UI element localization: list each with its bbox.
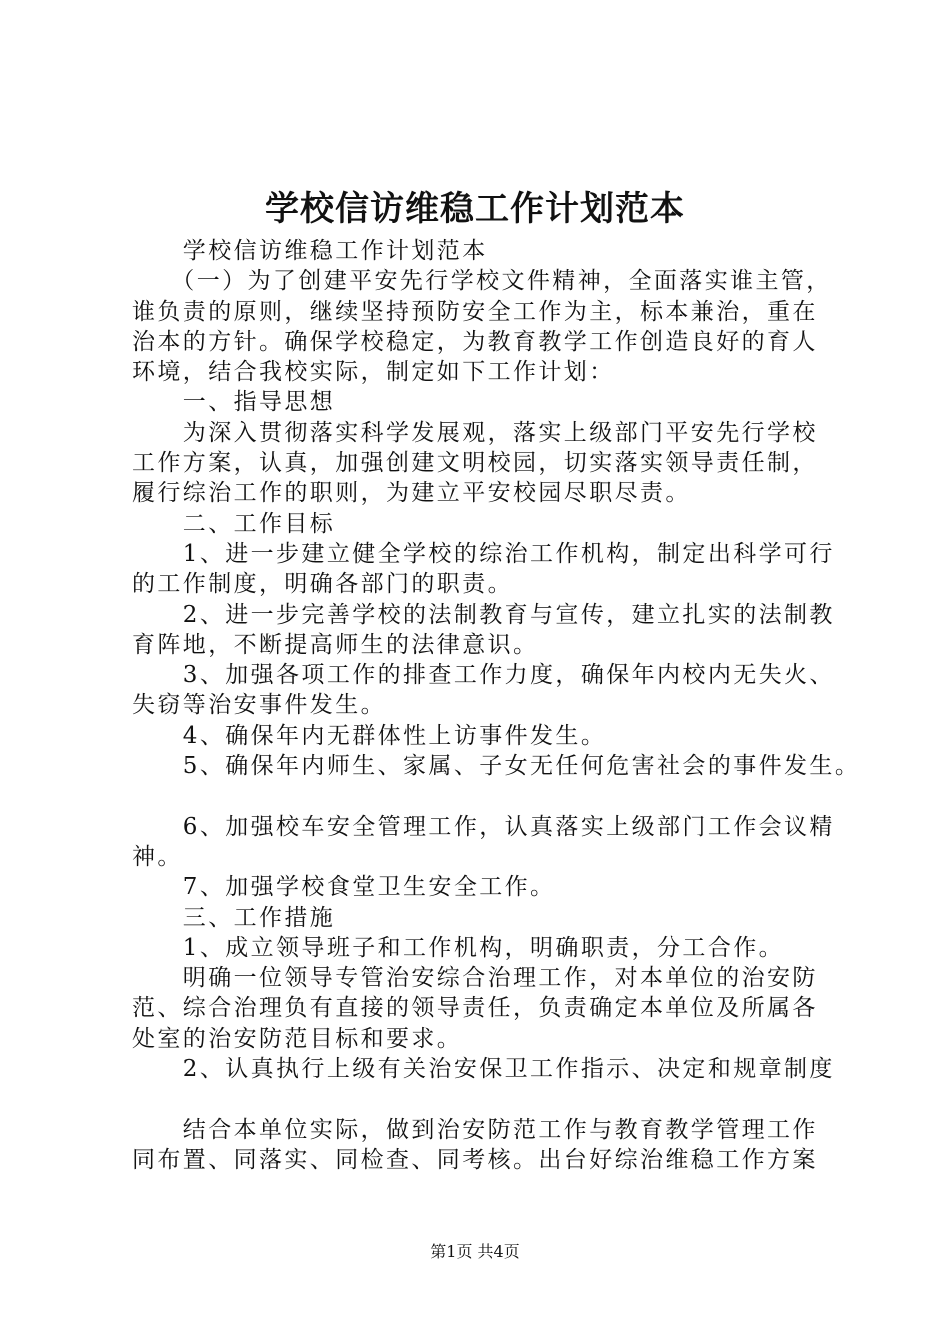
body-line: 1、进一步建立健全学校的综治工作机构，制定出科学可行 — [132, 540, 835, 567]
document-body — [132, 236, 861, 1175]
body-line: 工作方案，认真，加强创建文明校园，切实落实领导责任制， — [132, 450, 818, 477]
section-heading: 二、工作目标 — [132, 510, 336, 537]
body-line: 育阵地，不断提高师生的法律意识。 — [132, 631, 539, 658]
body-line: 失窃等治安事件发生。 — [132, 692, 386, 719]
body-line: 处室的治安防范目标和要求。 — [132, 1025, 463, 1052]
body-line: 的工作制度，明确各部门的职责。 — [132, 571, 513, 598]
body-line: 3、加强各项工作的排查工作力度，确保年内校内无失火、 — [132, 662, 835, 689]
body-line: 7、加强学校食堂卫生安全工作。 — [132, 874, 556, 901]
blank-line — [132, 1084, 852, 1114]
body-line: 2、认真执行上级有关治安保卫工作指示、决定和规章制度 — [132, 1056, 835, 1083]
body-line: 1、成立领导班子和工作机构，明确职责，分工合作。 — [132, 934, 785, 961]
body-line: 2、进一步完善学校的法制教育与宣传，建立扎实的法制教 — [132, 601, 835, 628]
page-number-footer: 第1页 共4页 — [430, 1242, 520, 1261]
document-title: 学校信访维稳工作计划范本 — [265, 189, 685, 229]
section-heading: 三、工作措施 — [132, 904, 336, 931]
body-line: 明确一位领导专管治安综合治理工作，对本单位的治安防 — [132, 965, 818, 992]
body-line: （一）为了创建平安先行学校文件精神，全面落实谁主管， — [132, 268, 832, 295]
blank-line — [132, 781, 852, 811]
body-line: 学校信访维稳工作计划范本 — [132, 238, 488, 264]
body-line: 履行综治工作的职则，为建立平安校园尽职尽责。 — [132, 480, 691, 507]
body-line: 结合本单位实际，做到治安防范工作与教育教学管理工作 — [132, 1116, 818, 1143]
body-line: 范、综合治理负有直接的领导责任，负责确定本单位及所属各 — [132, 995, 818, 1022]
body-line: 5、确保年内师生、家属、子女无任何危害社会的事件发生。 — [132, 753, 861, 780]
body-line: 环境，结合我校实际，制定如下工作计划： — [132, 359, 615, 386]
section-heading: 一、指导思想 — [132, 389, 336, 416]
body-line: 4、确保年内无群体性上访事件发生。 — [132, 722, 607, 749]
body-line: 6、加强校车安全管理工作，认真落实上级部门工作会议精 — [132, 813, 835, 840]
body-line: 治本的方针。确保学校稳定，为教育教学工作创造良好的育人 — [132, 328, 818, 355]
body-line: 神。 — [132, 843, 183, 870]
body-line: 同布置、同落实、同检查、同考核。出台好综治维稳工作方案 — [132, 1146, 818, 1173]
body-line: 为深入贯彻落实科学发展观，落实上级部门平安先行学校 — [132, 419, 818, 446]
body-line: 谁负责的原则，继续坚持预防安全工作为主，标本兼治，重在 — [132, 298, 818, 325]
